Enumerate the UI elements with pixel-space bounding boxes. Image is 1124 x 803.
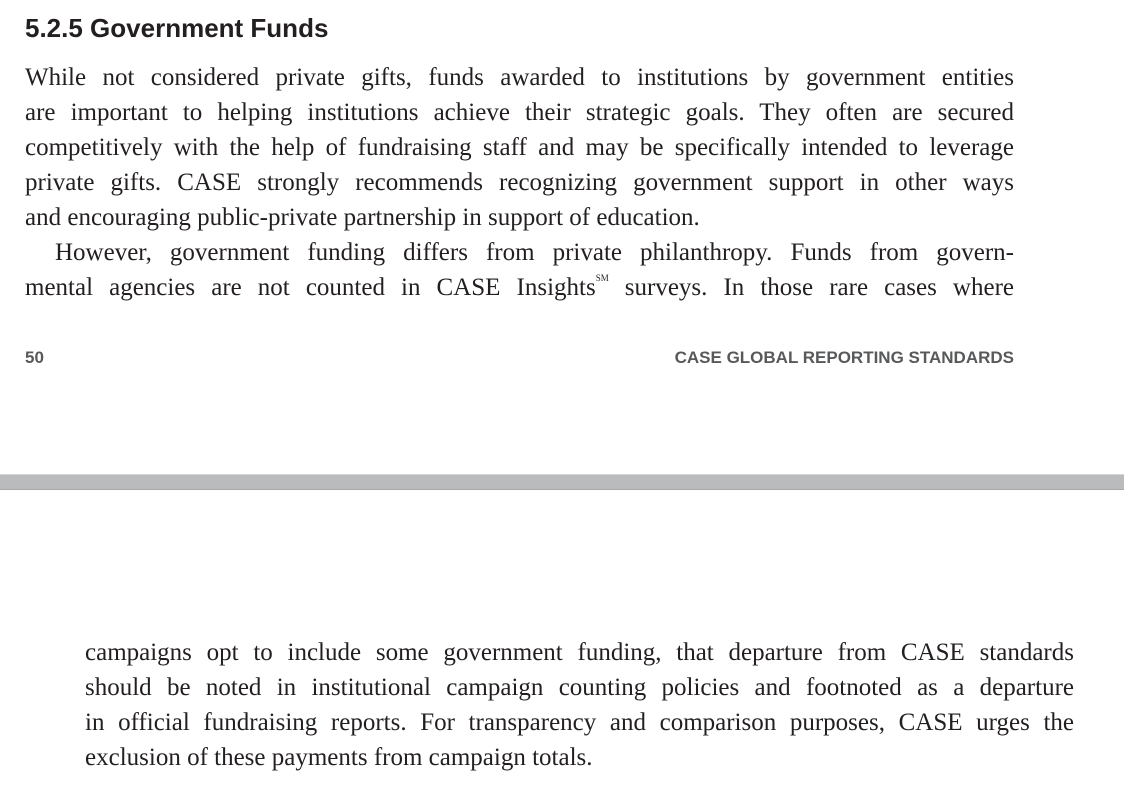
text-line: should be noted in institutional campaign counting policies and footnoted as a departure — [85, 674, 1074, 701]
text-line: exclusion of these payments from campaign totals. — [85, 744, 593, 771]
text-line: in official fundraising reports. For transparency and comparison purposes, CASE urges the — [85, 709, 1074, 736]
text-line — [25, 270, 1014, 305]
text-line: are important to helping institutions achieve their strategic goals. They often are secured — [25, 99, 1014, 126]
text-line: However, government funding differs from private philanthropy. Funds from govern- — [55, 239, 1014, 266]
text-line: competitively with the help of fundraising staff and may be specifically intended to leverage — [25, 134, 1014, 161]
paragraph-government-funds-intro — [25, 60, 1014, 235]
section-heading: 5.2.5 Government Funds — [25, 13, 329, 43]
paragraph-campaign-departure — [85, 635, 1074, 775]
text-line: and encouraging public-private partnership in support of education. — [25, 204, 700, 231]
text-fragment: surveys. In those rare cases where — [608, 274, 1014, 301]
text-fragment: mental agencies are not counted in CASE Insights — [25, 274, 596, 301]
text-line: While not considered private gifts, funds awarded to institutions by government entities — [25, 64, 1014, 91]
service-mark: SM — [595, 273, 609, 283]
page-divider — [0, 474, 1124, 490]
page-number: 50 — [25, 348, 44, 367]
text-line: private gifts. CASE strongly recommends recognizing government support in other ways — [25, 169, 1014, 196]
text-line: campaigns opt to include some government funding, that departure from CASE standards — [85, 639, 1074, 666]
running-footer-title: CASE GLOBAL REPORTING STANDARDS — [674, 348, 1014, 367]
paragraph-government-funding-differs — [25, 235, 1014, 305]
document-page-bottom — [0, 490, 1124, 803]
